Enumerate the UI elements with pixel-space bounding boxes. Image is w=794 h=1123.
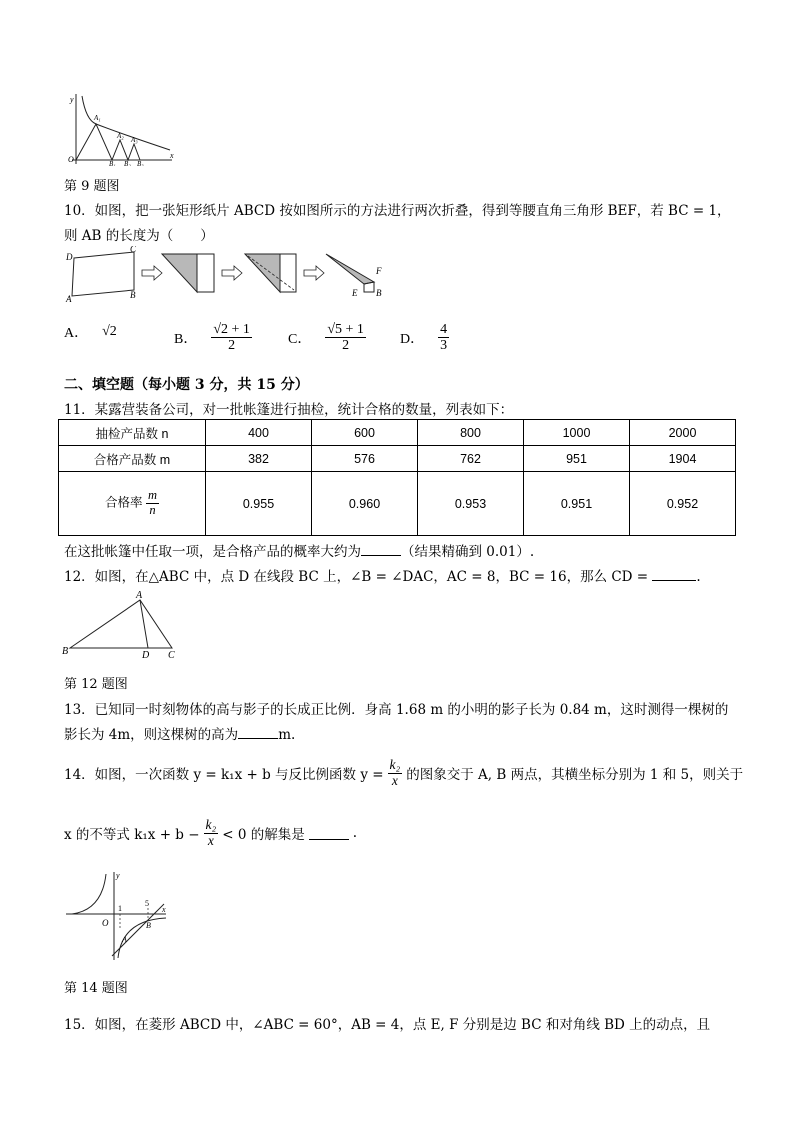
fig14-x-label: x — [162, 905, 166, 914]
q11-line2 — [64, 540, 534, 560]
option-b-denominator: 2 — [228, 338, 236, 354]
option-b-numerator: √2 + 1 — [213, 322, 250, 337]
fig10-label-a: A — [66, 294, 72, 304]
q10-option-a[interactable] — [64, 322, 117, 342]
fig10-label-b2: B — [376, 288, 382, 298]
table-row-rate — [59, 472, 736, 536]
fig9-a2-label: A₂ — [117, 132, 124, 140]
q11-line1: 11．某露营装备公司，对一批帐篷进行抽检，统计合格的数量，列表如下： — [64, 402, 514, 418]
table-row-sampled — [59, 420, 736, 446]
fig10-label-c: C — [130, 246, 137, 254]
cell-sampled-1: 400 — [206, 420, 312, 446]
q10-option-c[interactable] — [288, 322, 366, 354]
fig12-label-b: B — [62, 646, 69, 657]
option-c-numerator: √5 + 1 — [327, 322, 364, 337]
fig9-b1-label: B₁ — [109, 160, 116, 166]
fig9-a3-label: A₃ — [131, 136, 138, 144]
option-a-label: A． — [64, 326, 89, 341]
q10-option-d[interactable] — [400, 322, 449, 354]
q13-line2 — [64, 723, 295, 743]
figure-12 — [62, 590, 182, 660]
option-c-fraction — [325, 322, 366, 354]
q14-frac2-numerator: k₂ — [205, 817, 217, 832]
fig12-label-a: A — [136, 590, 143, 601]
q14-answer-blank[interactable] — [309, 827, 349, 840]
fig12-label-c: C — [168, 650, 175, 660]
fig10-label-b: B — [130, 290, 136, 300]
rate-denominator: n — [149, 503, 156, 517]
q12-text: 12．如图，在△ABC 中，点 D 在线段 BC 上，∠B = ∠DAC，AC = 8，BC = 16，那么 CD = — [64, 569, 649, 585]
fig9-y-label: y — [70, 95, 74, 104]
option-a-value: √2 — [102, 324, 117, 339]
q14-line1-end: 的图象交于 A, B 两点，其横坐标分别为 1 和 5，则关于 — [406, 767, 744, 784]
figure-10 — [62, 246, 392, 304]
q14-fraction-2 — [204, 818, 219, 849]
fig10-label-d: D — [66, 252, 73, 262]
fig9-x-label: x — [170, 151, 174, 160]
fig14-tick-5: 5 — [145, 899, 149, 908]
option-b-label: B． — [174, 331, 198, 347]
q14-frac1-denominator: x — [391, 772, 398, 788]
cell-rate-3: 0.953 — [418, 472, 524, 536]
option-d-denominator: 3 — [440, 338, 448, 354]
q11-line2-end: （结果精确到 0.01）. — [401, 544, 535, 560]
figure-14-caption: 第 14 题图 — [64, 981, 128, 996]
fig9-b3-label: B₃ — [137, 160, 144, 166]
cell-sampled-3: 800 — [418, 420, 524, 446]
q15-line1: 15．如图，在菱形 ABCD 中，∠ABC = 60°，AB = 4，点 E, F 分别是边 BC 和对角线 BD 上的动点，且 — [64, 1017, 711, 1033]
q14-frac1-numerator: k₂ — [389, 757, 401, 772]
q13-line2-end: m. — [278, 727, 296, 743]
q10-option-b[interactable] — [174, 322, 252, 354]
table-row-qualified — [59, 446, 736, 472]
cell-rate-5: 0.952 — [630, 472, 736, 536]
option-c-denominator: 2 — [342, 338, 350, 354]
q14-line1 — [64, 758, 743, 789]
fig10-label-e: E — [352, 288, 358, 298]
q14-line2-end: < 0 的解集是 — [222, 827, 305, 844]
figure-9-caption: 第 9 题图 — [64, 179, 120, 194]
row-label-rate-cell — [59, 472, 206, 536]
q10-line2: 则 AB 的长度为（ ） — [64, 228, 214, 244]
q11-answer-blank[interactable] — [361, 543, 401, 556]
figure-12-caption: 第 12 题图 — [64, 677, 128, 692]
cell-qualified-4: 951 — [524, 446, 630, 472]
cell-sampled-2: 600 — [312, 420, 418, 446]
row-label-sampled: 抽检产品数 n — [59, 420, 206, 446]
q14-line2-start: x 的不等式 k₁x + b − — [64, 827, 200, 844]
rate-numerator: m — [147, 488, 158, 503]
q14-line1-start: 14．如图，一次函数 y = k₁x + b 与反比例函数 y = — [64, 767, 384, 784]
q10-line1: 10．如图，把一张矩形纸片 ABCD 按如图所示的方法进行两次折叠，得到等腰直角三角形 BEF，若 BC = 1， — [64, 203, 731, 219]
q12-line: 12．如图，在△ABC 中，点 D 在线段 BC 上，∠B = ∠DAC，AC = 8，BC = 16，那么 CD = . — [64, 569, 701, 585]
q13-line1: 13．已知同一时刻物体的高与影子的长成正比例．身高 1.68 m 的小明的影子长为 0.84 m，这时测得一棵树的 — [64, 702, 729, 718]
figure-14 — [62, 868, 172, 964]
option-c-label: C． — [288, 331, 312, 347]
cell-qualified-5: 1904 — [630, 446, 736, 472]
q14-fraction-1 — [388, 758, 403, 789]
fig10-label-f: F — [376, 266, 382, 276]
q14-line2: x 的不等式 k₁x + b − $\frac{\text{k₂}}{x}$ < 0 的解集是 . — [64, 817, 358, 848]
option-d-fraction — [438, 322, 449, 354]
cell-sampled-4: 1000 — [524, 420, 630, 446]
rate-fraction — [146, 489, 159, 518]
q11-line2-start: 在这批帐篷中任取一项，是合格产品的概率大约为 — [64, 544, 361, 560]
fig9-a1-label: A₁ — [94, 114, 101, 122]
fig14-y-label: y — [116, 871, 120, 880]
q11-table — [58, 419, 736, 536]
cell-sampled-5: 2000 — [630, 420, 736, 446]
q13-answer-blank[interactable] — [238, 726, 278, 739]
cell-qualified-2: 576 — [312, 446, 418, 472]
row-label-qualified: 合格产品数 m — [59, 446, 206, 472]
q13-line2-start: 影长为 4m，则这棵树的高为 — [64, 727, 239, 743]
row-label-rate: 合格率 — [104, 495, 143, 510]
cell-qualified-3: 762 — [418, 446, 524, 472]
cell-rate-4: 0.951 — [524, 472, 630, 536]
option-d-numerator: 4 — [440, 322, 448, 337]
fig14-label-a: A — [122, 935, 127, 944]
cell-rate-2: 0.960 — [312, 472, 418, 536]
fig9-b2-label: B₂ — [124, 160, 131, 166]
cell-rate-1: 0.955 — [206, 472, 312, 536]
figure-9 — [62, 90, 178, 166]
section-2-heading: 二、填空题（每小题 3 分，共 15 分） — [64, 377, 309, 393]
fig14-tick-1: 1 — [118, 904, 122, 913]
fig12-label-d: D — [142, 650, 150, 660]
q12-answer-blank[interactable] — [652, 568, 696, 581]
fig9-origin-label: O — [68, 155, 74, 164]
fig14-origin-label: O — [102, 918, 109, 928]
q14-frac2-denominator: x — [207, 832, 214, 848]
option-d-label: D． — [400, 331, 425, 347]
fig14-label-b: B — [146, 921, 151, 930]
option-b-fraction — [211, 322, 252, 354]
cell-qualified-1: 382 — [206, 446, 312, 472]
